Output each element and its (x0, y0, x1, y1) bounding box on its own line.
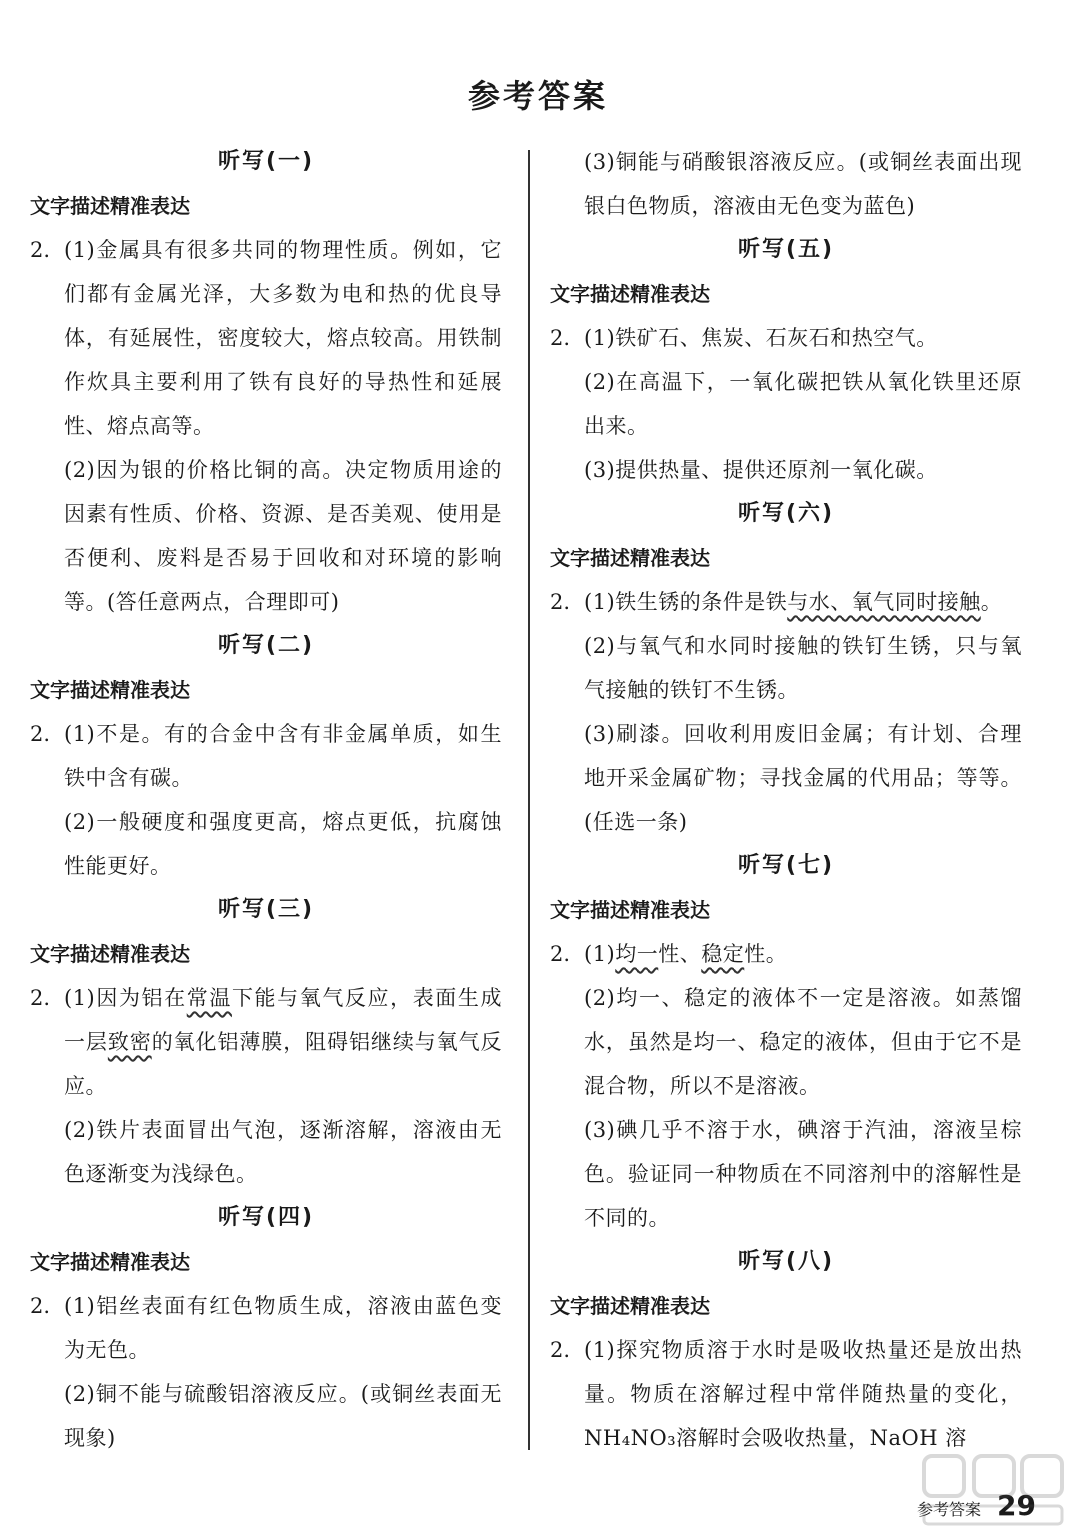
item-number: 2. (30, 986, 51, 1010)
section-title-2: 听写(二) (217, 633, 315, 658)
item-number: 2. (30, 722, 51, 746)
answer-paragraph: (1)铝丝表面有红色物质生成，溶液由蓝色变为无色。 (64, 1294, 502, 1362)
answer-item (30, 712, 502, 888)
text-run: 下能与氧气反应，表面生成一层 (64, 986, 503, 1054)
answer-item (30, 228, 502, 624)
section-title-1: 听写(一) (217, 149, 315, 174)
section-title-5: 听写(五) (737, 237, 835, 262)
emphasis-text: 与水、氧气同时接触 (787, 590, 981, 614)
answer-paragraph: (1)铁矿石、焦炭、石灰石和热空气。 (584, 326, 938, 350)
answer-item-continued (550, 140, 1022, 228)
section-title-3: 听写(三) (217, 897, 315, 922)
answer-paragraph: (2)因为银的价格比铜的高。决定物质用途的因素有性质、价格、资源、是否美观、使用是否便利、废料是否易于回收和对环境的影响等。(答任意两点，合理即可) (64, 458, 502, 614)
answer-paragraph: (2)与氧气和水同时接触的铁钉生锈，只与氧气接触的铁钉不生锈。 (584, 634, 1022, 702)
answer-item (550, 316, 1022, 492)
emphasis-text: 致密 (107, 1030, 152, 1054)
subheading: 文字描述精准表达 (30, 678, 190, 702)
answer-paragraph: (1)探究物质溶于水时是吸收热量还是放出热量。物质在溶解过程中常伴随热量的变化，NH₄NO₃溶解时会吸收热量，NaOH 溶 (584, 1338, 1022, 1450)
answer-paragraph (64, 976, 502, 1108)
column-divider (528, 150, 530, 1450)
answer-paragraph: (2)均一、稳定的液体不一定是溶液。如蒸馏水，虽然是均一、稳定的液体，但由于它不是混合物，所以不是溶液。 (584, 986, 1022, 1098)
page-number: 29 (997, 1489, 1036, 1522)
answer-paragraph: (3)碘几乎不溶于水，碘溶于汽油，溶液呈棕色。验证同一种物质在不同溶剂中的溶解性是不同的。 (584, 1118, 1022, 1230)
page-title: 参考答案 (467, 77, 608, 115)
section-title-8: 听写(八) (737, 1249, 835, 1274)
section-title-4: 听写(四) (217, 1205, 315, 1230)
answer-paragraph: (3)铜能与硝酸银溶液反应。(或铜丝表面出现银白色物质，溶液由无色变为蓝色) (584, 150, 1022, 218)
text-run: 。 (980, 590, 1003, 614)
item-number: 2. (550, 326, 571, 350)
item-number: 2. (30, 1294, 51, 1318)
subheading: 文字描述精准表达 (550, 1294, 710, 1318)
watermark-logo-icon (918, 1450, 1068, 1530)
subheading: 文字描述精准表达 (30, 942, 190, 966)
answer-paragraph (584, 580, 1022, 624)
answer-paragraph: (2)铜不能与硫酸铝溶液反应。(或铜丝表面无现象) (64, 1382, 502, 1450)
subheading: 文字描述精准表达 (30, 194, 190, 218)
emphasis-text: 均一 (615, 942, 659, 966)
answer-paragraph (584, 932, 1022, 976)
answer-item (550, 932, 1022, 1240)
subheading: 文字描述精准表达 (550, 898, 710, 922)
subheading: 文字描述精准表达 (30, 1250, 190, 1274)
right-column (550, 140, 1022, 1460)
answer-item (550, 580, 1022, 844)
left-column (30, 140, 502, 1460)
text-run: 的氧化铝薄膜，阻碍铝继续与氧气反应。 (64, 1030, 503, 1098)
section-title-7: 听写(七) (737, 853, 835, 878)
subheading: 文字描述精准表达 (550, 546, 710, 570)
item-number: 2. (550, 1338, 571, 1362)
footer-label: 参考答案 (917, 1500, 982, 1519)
subheading: 文字描述精准表达 (550, 282, 710, 306)
emphasis-text: 常温 (186, 986, 232, 1010)
answer-paragraph: (2)在高温下，一氧化碳把铁从氧化铁里还原出来。 (584, 370, 1022, 438)
text-run: 性。 (744, 942, 788, 966)
item-number: 2. (550, 942, 571, 966)
emphasis-text: 稳定 (701, 942, 745, 966)
section-title-6: 听写(六) (737, 501, 835, 526)
answer-item (550, 1328, 1022, 1460)
item-number: 2. (550, 590, 571, 614)
answer-paragraph: (3)提供热量、提供还原剂一氧化碳。 (584, 458, 938, 482)
answer-item (30, 976, 502, 1196)
answer-paragraph: (1)不是。有的合金中含有非金属单质，如生铁中含有碳。 (64, 722, 502, 790)
answer-paragraph: (2)一般硬度和强度更高，熔点更低，抗腐蚀性能更好。 (64, 810, 502, 878)
text-run: (1)因为铝在 (64, 986, 187, 1010)
answer-paragraph: (2)铁片表面冒出气泡，逐渐溶解，溶液由无色逐渐变为浅绿色。 (64, 1118, 502, 1186)
answer-item (30, 1284, 502, 1460)
item-number: 2. (30, 238, 51, 262)
answer-paragraph: (3)刷漆。回收利用废旧金属；有计划、合理地开采金属矿物；寻找金属的代用品；等等。(任选一条) (584, 722, 1022, 834)
text-run: (1)铁生锈的条件是铁 (584, 590, 788, 614)
text-run: 性、 (658, 942, 702, 966)
text-run: (1) (584, 942, 616, 966)
answer-paragraph: (1)金属具有很多共同的物理性质。例如，它们都有金属光泽，大多数为电和热的优良导体，有延展性，密度较大，熔点较高。用铁制作炊具主要利用了铁有良好的导热性和延展性、熔点高等。 (64, 238, 502, 438)
